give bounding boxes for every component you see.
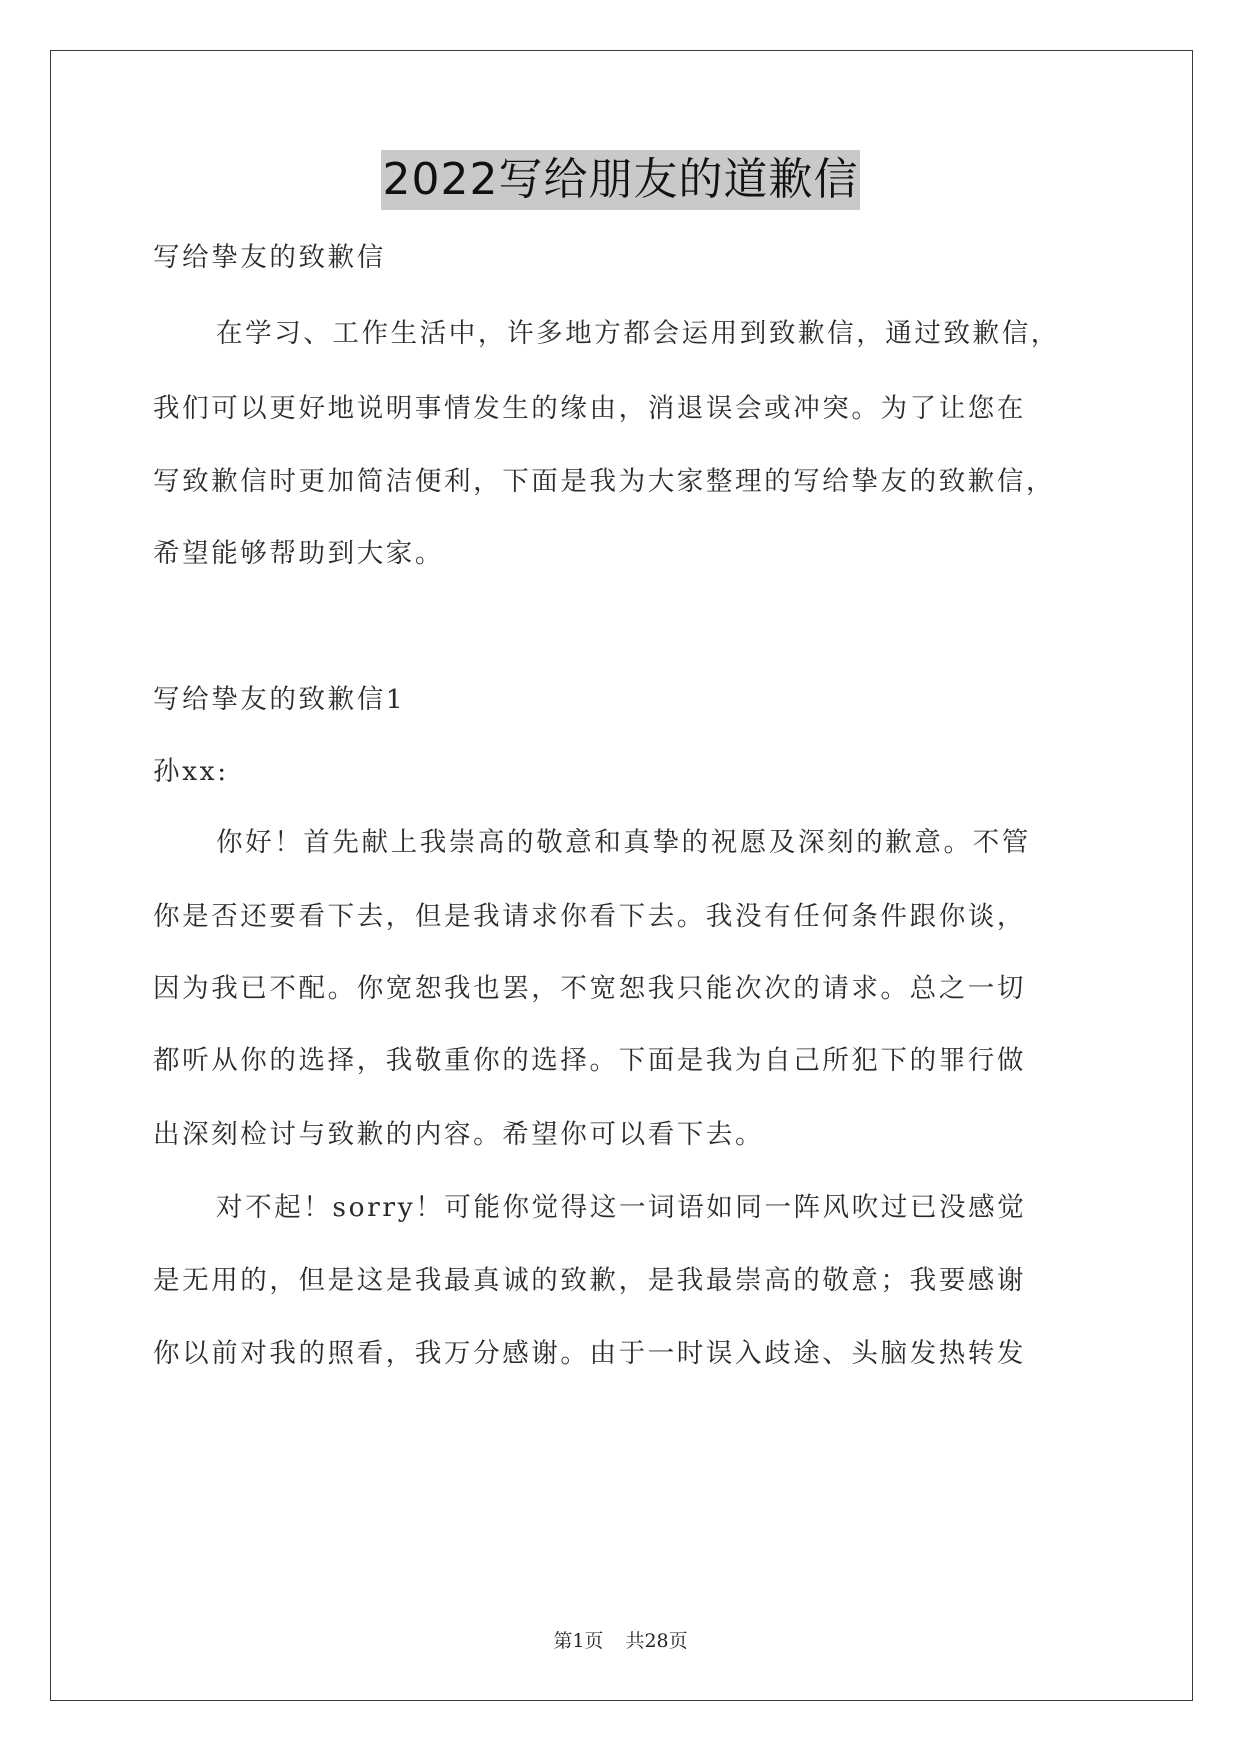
- paragraph-line: 在学习、工作生活中，许多地方都会运用到致歉信，通过致歉信，: [216, 318, 1060, 349]
- letter-heading: 写给挚友的致歉信1: [153, 684, 406, 715]
- document-title: 2022写给朋友的道歉信: [381, 150, 861, 210]
- paragraph-line: 你好！首先献上我崇高的敬意和真挚的祝愿及深刻的歉意。不管: [216, 827, 1031, 858]
- page-border: [50, 50, 1193, 1701]
- section-heading: 写给挚友的致歉信: [153, 242, 386, 273]
- title-container: [0, 150, 1241, 210]
- paragraph-line: 都听从你的选择，我敬重你的选择。下面是我为自己所犯下的罪行做: [153, 1045, 1026, 1076]
- paragraph-line: 你是否还要看下去，但是我请求你看下去。我没有任何条件跟你谈，: [153, 901, 1026, 932]
- paragraph-line: 对不起！sorry！可能你觉得这一词语如同一阵风吹过已没感觉: [216, 1192, 1027, 1223]
- page-number: 第1页: [553, 1630, 604, 1652]
- paragraph-line: 希望能够帮助到大家。: [153, 538, 444, 569]
- paragraph-line: 我们可以更好地说明事情发生的缘由，消退误会或冲突。为了让您在: [153, 393, 1026, 424]
- paragraph-line: 因为我已不配。你宽恕我也罢，不宽恕我只能次次的请求。总之一切: [153, 973, 1026, 1004]
- page-footer: [0, 1628, 1241, 1654]
- page-total: 共28页: [625, 1630, 688, 1652]
- paragraph-line: 出深刻检讨与致歉的内容。希望你可以看下去。: [153, 1119, 765, 1150]
- salutation: 孙xx:: [153, 756, 229, 787]
- paragraph-line: 写致歉信时更加简洁便利，下面是我为大家整理的写给挚友的致歉信，: [153, 466, 1056, 497]
- paragraph-line: 你以前对我的照看，我万分感谢。由于一时误入歧途、头脑发热转发: [153, 1338, 1026, 1369]
- paragraph-line: 是无用的，但是这是我最真诚的致歉，是我最崇高的敬意；我要感谢: [153, 1265, 1026, 1296]
